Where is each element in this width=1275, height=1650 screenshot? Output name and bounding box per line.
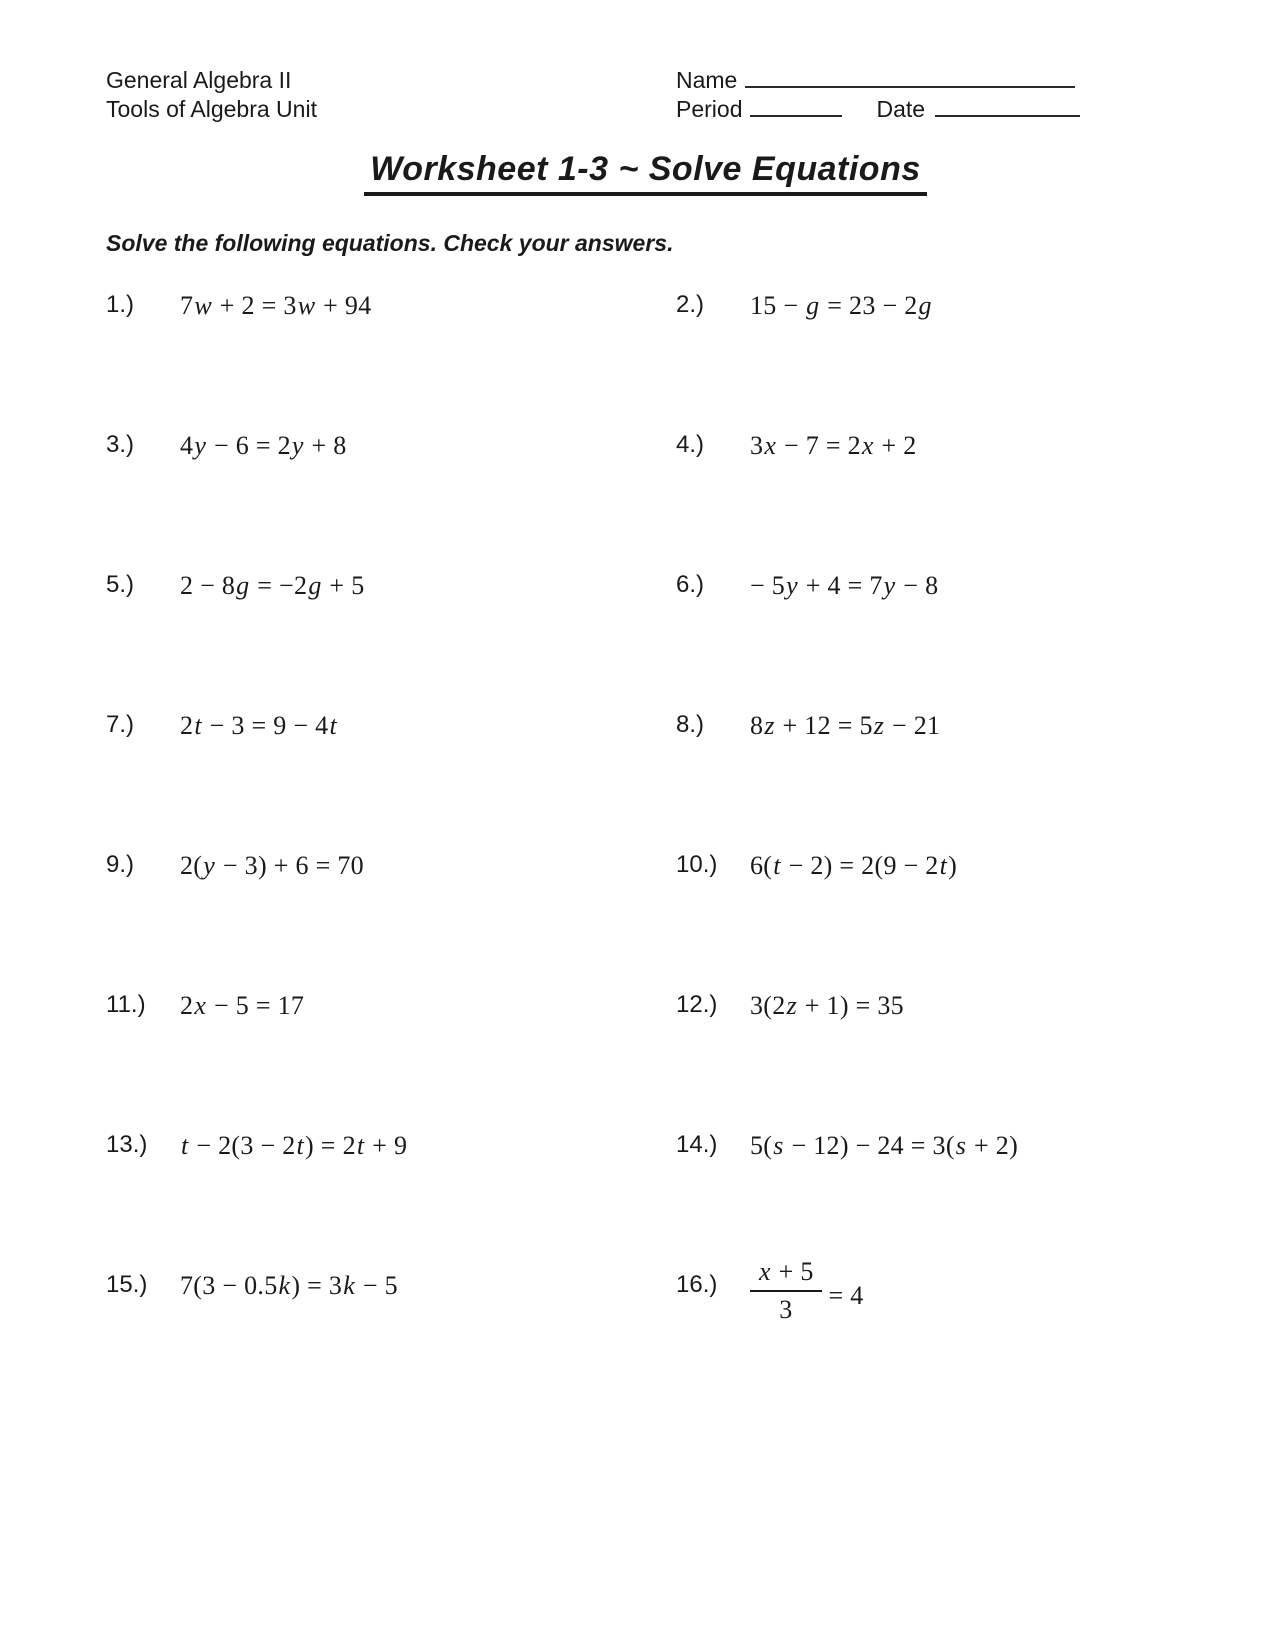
problem-item-5 bbox=[106, 571, 676, 711]
name-blank bbox=[745, 71, 1075, 88]
problem-equation: 8z + 12 = 5z − 21 bbox=[750, 711, 941, 740]
problem-item-12 bbox=[676, 991, 1185, 1131]
problem-equation: 2t − 3 = 9 − 4t bbox=[180, 711, 337, 740]
problem-equation: t − 2(3 − 2t) = 2t + 9 bbox=[181, 1131, 408, 1160]
date-label: Date bbox=[876, 96, 926, 122]
period-blank bbox=[750, 100, 842, 117]
date-blank bbox=[935, 100, 1080, 117]
problem-item-6 bbox=[676, 571, 1185, 711]
problems-grid bbox=[106, 291, 1185, 1411]
problem-number: 12.) bbox=[676, 991, 718, 1018]
problem-item-2 bbox=[676, 291, 1185, 431]
problem-number: 7.) bbox=[106, 711, 135, 738]
problem-item-16 bbox=[676, 1257, 1185, 1411]
problem-item-7 bbox=[106, 711, 676, 851]
problem-equation: 15 − g = 23 − 2g bbox=[750, 291, 932, 320]
problem-equation: 7w + 2 = 3w + 94 bbox=[180, 291, 372, 320]
problem-number: 9.) bbox=[106, 851, 135, 878]
problem-item-13 bbox=[106, 1131, 676, 1271]
problem-number: 3.) bbox=[106, 431, 135, 458]
problem-equation: 4y − 6 = 2y + 8 bbox=[180, 431, 347, 460]
problem-number: 15.) bbox=[106, 1271, 148, 1298]
header-student-block bbox=[676, 66, 1185, 124]
problem-number: 1.) bbox=[106, 291, 135, 318]
problem-number: 13.) bbox=[106, 1131, 148, 1158]
problem-item-1 bbox=[106, 291, 676, 431]
instructions: Solve the following equations. Check your answers. bbox=[106, 230, 674, 256]
problem-equation: 5(s − 12) − 24 = 3(s + 2) bbox=[750, 1131, 1019, 1160]
problem-number: 8.) bbox=[676, 711, 705, 738]
course-title: General Algebra II bbox=[106, 67, 292, 93]
problem-item-9 bbox=[106, 851, 676, 991]
problem-equation: 2(y − 3) + 6 = 70 bbox=[180, 851, 364, 880]
problem-equation: − 5y + 4 = 7y − 8 bbox=[750, 571, 939, 600]
problem-equation: 3(2z + 1) = 35 bbox=[750, 991, 904, 1020]
problem-number: 11.) bbox=[106, 991, 146, 1018]
problem-number: 2.) bbox=[676, 291, 705, 318]
problem-number: 10.) bbox=[676, 851, 718, 878]
header bbox=[106, 66, 1185, 124]
problem-item-11 bbox=[106, 991, 676, 1131]
problem-item-8 bbox=[676, 711, 1185, 851]
problem-equation: 3x − 7 = 2x + 2 bbox=[750, 431, 917, 460]
period-label: Period bbox=[676, 96, 743, 122]
problem-equation: 2 − 8g = −2g + 5 bbox=[180, 571, 365, 600]
problem-item-4 bbox=[676, 431, 1185, 571]
problem-item-10 bbox=[676, 851, 1185, 991]
name-label: Name bbox=[676, 67, 738, 93]
problem-number: 16.) bbox=[676, 1271, 718, 1298]
problem-number: 6.) bbox=[676, 571, 705, 598]
problem-number: 14.) bbox=[676, 1131, 718, 1158]
problem-number: 5.) bbox=[106, 571, 135, 598]
unit-title: Tools of Algebra Unit bbox=[106, 96, 317, 122]
title-row bbox=[106, 150, 1185, 196]
problem-number: 4.) bbox=[676, 431, 705, 458]
problem-item-14 bbox=[676, 1131, 1185, 1271]
page-title: Worksheet 1-3 ~ Solve Equations bbox=[364, 150, 927, 196]
fraction: $\frac{x + 5}{3}$ bbox=[750, 1257, 822, 1325]
header-course-block bbox=[106, 66, 676, 124]
problem-equation: $\frac{x + 5}{3}$ = 4 bbox=[750, 1271, 864, 1325]
problem-equation: 2x − 5 = 17 bbox=[180, 991, 305, 1020]
name-line bbox=[676, 66, 1185, 95]
problem-equation: 7(3 − 0.5k) = 3k − 5 bbox=[180, 1271, 398, 1300]
problem-equation: 6(t − 2) = 2(9 − 2t) bbox=[750, 851, 958, 880]
problem-item-15 bbox=[106, 1271, 676, 1411]
period-date-line bbox=[676, 95, 1185, 124]
problem-item-3 bbox=[106, 431, 676, 571]
